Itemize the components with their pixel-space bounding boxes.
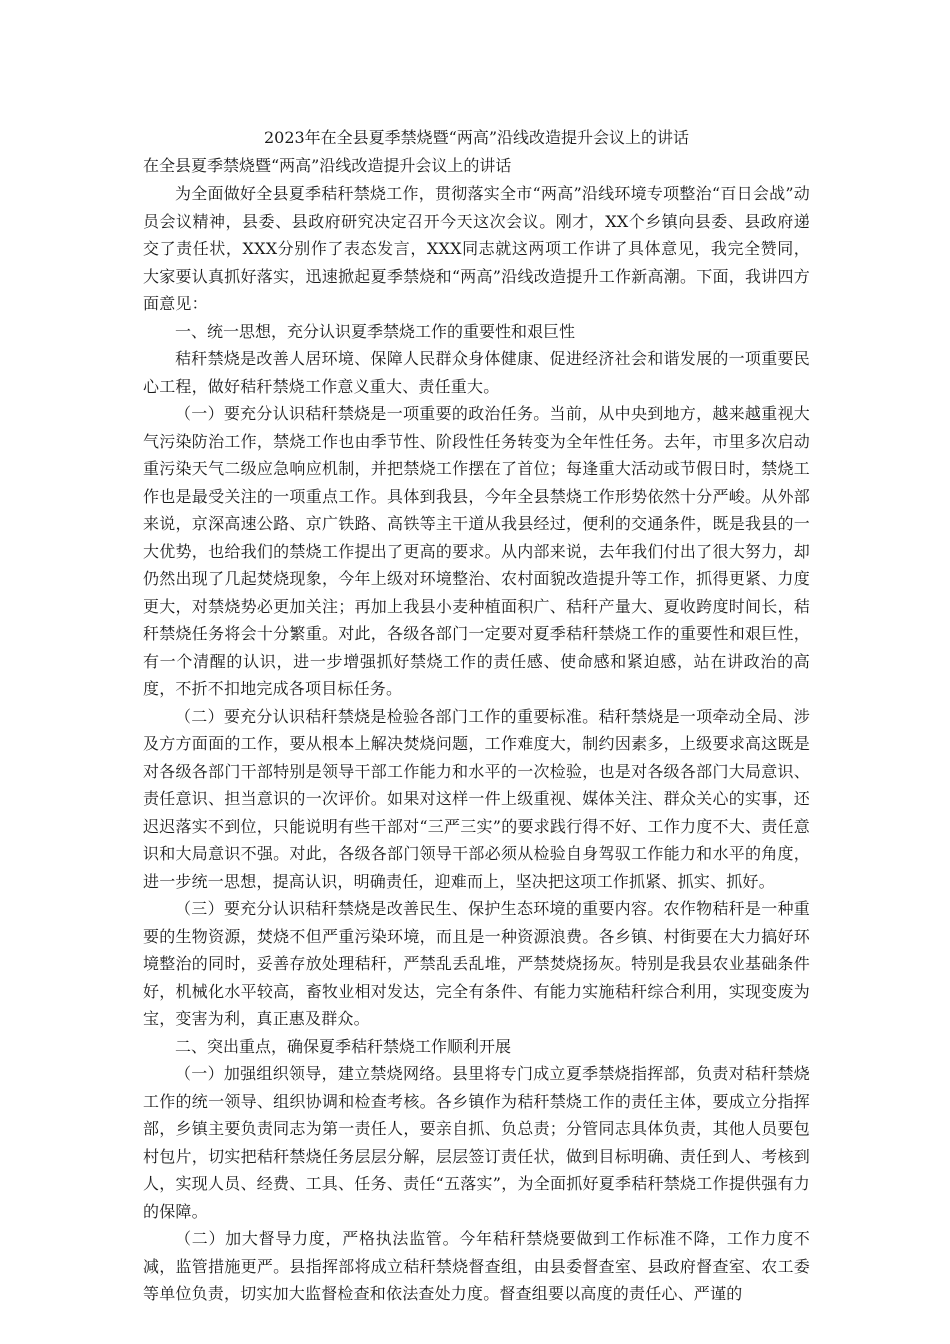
body-paragraph: （三）要充分认识秸秆禁烧是改善民生、保护生态环境的重要内容。农作物秸秆是一种重要的生物资源，焚烧不但严重污染环境，而且是一种资源浪费。各乡镇、村街要在大力搞好环境整治的同时，妥善存放处理秸秆，严禁乱丢乱堆，严禁焚烧扬灰。特别是我县农业基础条件好，机械化水平较高，畜牧业相对发达，完全有条件、有能力实施秸秆综合利用，实现变废为宝，变害为利，真正惠及群众。 [143, 899, 810, 1028]
body-paragraph: （一）要充分认识秸秆禁烧是一项重要的政治任务。当前，从中央到地方，越来越重视大气污染防治工作，禁烧工作也由季节性、阶段性任务转变为全年性任务。去年，市里多次启动重污染天气二级应急响应机制，并把禁烧工作摆在了首位；每逢重大活动或节假日时，禁烧工作也是最受关注的一项重点工作。具体到我县，今年全县禁烧工作形势依然十分严峻。从外部来说，京深高速公路、京广铁路、高铁等主干道从我县经过，便利的交通条件，既是我县的一大优势，也给我们的禁烧工作提出了更高的要求。从内部来说，去年我们付出了很大努力，却仍然出现了几起焚烧现象，今年上级对环境整治、农村面貌改造提升等工作，抓得更紧、力度更大，对禁烧势必更加关注；再加上我县小麦种植面积广、秸秆产量大、夏收跨度时间长，秸秆禁烧任务将会十分繁重。对此，各级各部门一定要对夏季秸秆禁烧工作的重要性和艰巨性，有一个清醒的认识，进一步增强抓好禁烧工作的责任感、使命感和紧迫感，站在讲政治的高度，不折不扣地完成各项目标任务。 [143, 404, 810, 698]
body-paragraph: 秸秆禁烧是改善人居环境、保障人民群众身体健康、促进经济社会和谐发展的一项重要民心工程，做好秸秆禁烧工作意义重大、责任重大。 [143, 349, 810, 396]
body-paragraph: 为全面做好全县夏季秸秆禁烧工作，贯彻落实全市“两高”沿线环境专项整治“百日会战”动员会议精神，县委、县政府研究决定召开今天这次会议。刚才，XX个乡镇向县委、县政府递交了责任状，XXX分别作了表态发言，XXX同志就这两项工作讲了具体意见，我完全赞同，大家要认真抓好落实，迅速掀起夏季禁烧和“两高”沿线改造提升工作新高潮。下面，我讲四方面意见： [143, 184, 810, 313]
document-page [143, 124, 810, 1308]
body-paragraph: （一）加强组织领导，建立禁烧网络。县里将专门成立夏季禁烧指挥部，负责对秸秆禁烧工作的统一领导、组织协调和检查考核。各乡镇作为秸秆禁烧工作的责任主体，要成立分指挥部，乡镇主要负责同志为第一责任人，要亲自抓、负总责；分管同志具体负责，其他人员要包村包片，切实把秸秆禁烧任务层层分解，层层签订责任状，做到目标明确、责任到人、考核到人，实现人员、经费、工具、任务、责任“五落实”，为全面抓好夏季秸秆禁烧工作提供强有力的保障。 [143, 1064, 810, 1221]
body-paragraph: （二）加大督导力度，严格执法监管。今年秸秆禁烧要做到工作标准不降，工作力度不减，监管措施更严。县指挥部将成立秸秆禁烧督查组，由县委督查室、县政府督查室、农工委等单位负责，切实加大监督检查和依法查处力度。督查组要以高度的责任心、严谨的 [143, 1229, 810, 1303]
document-subtitle: 在全县夏季禁烧暨“两高”沿线改造提升会议上的讲话 [143, 156, 512, 175]
section-heading: 一、统一思想，充分认识夏季禁烧工作的重要性和艰巨性 [175, 321, 576, 341]
body-paragraph: （二）要充分认识秸秆禁烧是检验各部门工作的重要标准。秸秆禁烧是一项牵动全局、涉及方方面面的工作，要从根本上解决焚烧问题，工作难度大，制约因素多，上级要求高这既是对各级各部门干部特别是领导干部工作能力和水平的一次检验，也是对各级各部门大局意识、责任意识、担当意识的一次评价。如果对这样一件上级重视、媒体关注、群众关心的实事，还迟迟落实不到位，只能说明有些干部对“三严三实”的要求践行得不好、工作力度不大、责任意识和大局意识不强。对此，各级各部门领导干部必须从检验自身驾驭工作能力和水平的角度，进一步统一思想，提高认识，明确责任，迎难而上，坚决把这项工作抓紧、抓实、抓好。 [143, 706, 810, 891]
document-body [143, 180, 810, 1308]
section-heading: 二、突出重点，确保夏季秸秆禁烧工作顺利开展 [175, 1036, 512, 1056]
document-title: 2023年在全县夏季禁烧暨“两高”沿线改造提升会议上的讲话 [263, 128, 690, 147]
